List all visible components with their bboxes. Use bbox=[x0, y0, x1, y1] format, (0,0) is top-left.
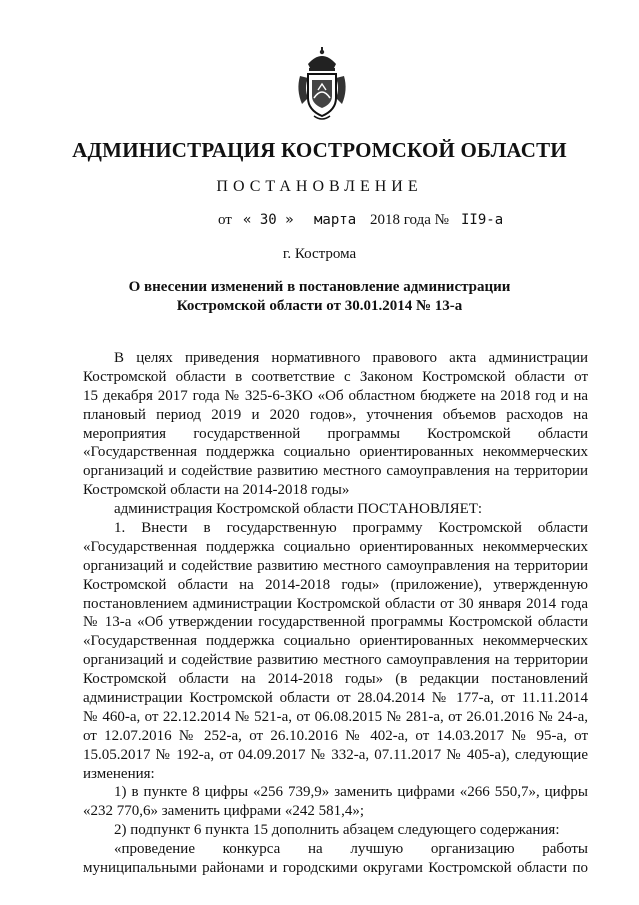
body-line: «Государственная поддержка социально ориентированных некоммерческих bbox=[83, 633, 588, 650]
body-line: администрация Костромской области ПОСТАНОВЛЯЕТ: bbox=[114, 501, 483, 518]
body-line: мероприятия государственной программы Костромской области bbox=[83, 425, 588, 442]
body-line: Костромской области на 2014-2018 годы» bbox=[83, 482, 350, 499]
title-line: Костромской области от 30.01.2014 № 13-а bbox=[176, 298, 463, 314]
body-line: администрации Костромской области от 28.04.2014 № 177-а, от 11.11.2014 bbox=[83, 690, 588, 707]
body-line: Костромской области на 2014-2018 годы» (в редакции постановлений bbox=[83, 671, 588, 688]
body-line: В целях приведения нормативного правового акта администрации bbox=[114, 350, 588, 366]
title-line: О внесении изменений в постановление администрации bbox=[128, 279, 511, 295]
body-line: «232 770,6» заменить цифрами «242 581,4»; bbox=[83, 803, 365, 820]
body-line: Костромской области в соответствие с Законом Костромской области от bbox=[83, 368, 588, 385]
document-title bbox=[80, 278, 559, 316]
document-type: ПОСТАНОВЛЕНИЕ bbox=[216, 178, 423, 195]
organization-name: АДМИНИСТРАЦИЯ КОСТРОМСКОЙ ОБЛАСТИ bbox=[72, 138, 567, 162]
body-line: Костромской области на 2014-2018 годы» (приложение), утвержденную bbox=[83, 576, 588, 593]
body-line: «Государственная поддержка социально ориентированных некоммерческих bbox=[83, 538, 588, 555]
body-line: № 13-а «Об утверждении государственной программы Костромской области bbox=[83, 614, 588, 631]
body-line: организаций и содействие развитию местного самоуправления на территории bbox=[83, 557, 588, 574]
body-line: организаций и содействие развитию местного самоуправления на территории bbox=[83, 652, 588, 669]
body-line: № 460-а, от 22.12.2014 № 521-а, от 06.08.2015 № 281-а, от 26.01.2016 № 24-а, bbox=[83, 708, 588, 725]
body-line: 15.05.2017 № 192-а, от 04.09.2017 № 332-а, 07.11.2017 № 405-а), следующие bbox=[83, 746, 588, 763]
body-line: плановый период 2019 и 2020 годов», уточнения объемов расходов на bbox=[83, 406, 588, 423]
body-line: 15 декабря 2017 года № 325-6-ЗКО «Об областном бюджете на 2018 год и на bbox=[83, 387, 588, 404]
date-month: марта bbox=[314, 212, 357, 228]
body-line: организаций и содействие развитию местного самоуправления на территории bbox=[83, 463, 588, 480]
body-line: от 12.07.2016 № 252-а, от 26.10.2016 № 402-а, от 14.03.2017 № 95-а, от bbox=[83, 727, 588, 744]
body-line: 2) подпункт 6 пункта 15 дополнить абзацем следующего содержания: bbox=[114, 822, 560, 839]
body-line: 1) в пункте 8 цифры «256 739,9» заменить цифрами «266 550,7», цифры bbox=[114, 784, 588, 801]
document-number: II9-а bbox=[461, 212, 504, 228]
city-name: г. Кострома bbox=[282, 246, 357, 262]
document-body bbox=[83, 349, 588, 878]
coat-of-arms-emblem bbox=[294, 46, 350, 124]
date-year: 2018 года № bbox=[370, 212, 449, 228]
date-prefix: от bbox=[218, 212, 232, 228]
body-line: «проведение конкурса на лучшую организацию работы bbox=[114, 841, 588, 858]
body-line: постановлением администрации Костромской области от 30 января 2014 года bbox=[83, 595, 588, 612]
date-day: « 30 » bbox=[243, 212, 294, 228]
body-line: 1. Внести в государственную программу Костромской области bbox=[114, 520, 588, 537]
body-line: муниципальными районами и городскими округами Костромской области по bbox=[83, 860, 588, 877]
body-line: «Государственная поддержка социально ориентированных некоммерческих bbox=[83, 444, 588, 461]
body-line: изменения: bbox=[83, 765, 155, 782]
